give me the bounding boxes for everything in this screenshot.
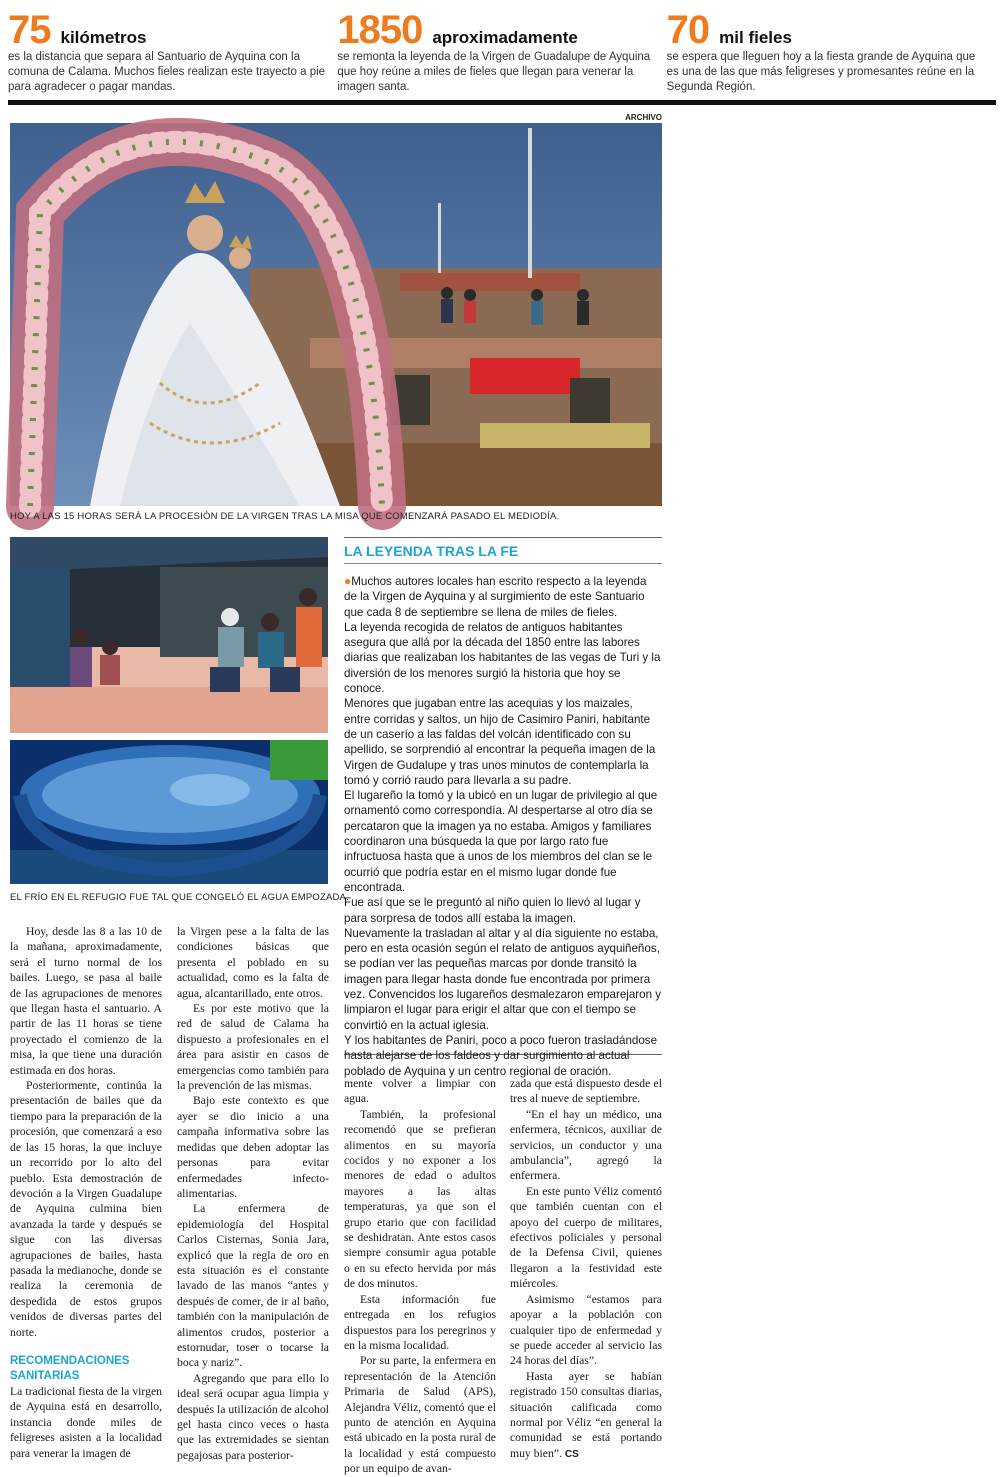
- article-paragraph: Posteriormente, continúa la presentación de bailes que da tiempo para la preparación de la procesión, que comenzará a eso de las 15 horas, la que incluye un recorrido por lo alto del pueblo. Esta demostración de devoción a la Virgen Guadalupe de Ayquina culmina bien avanzada la tarde y después se sigue con las diversas agrupaciones de bailes, hasta pasada la medianoche, donde se realiza la ceremonia de despedida de estos grupos venidos de diversas partes del norte.: [10, 1079, 162, 1339]
- legend-paragraph: Menores que jugaban entre las acequias y los maizales, entre corridas y saltos, un hijo de Casimiro Paniri, habitante de un caserío a las faldas del volcán identificado con su apellido, se sorprendió al encontrar la pequeña imagen de la Virgen de Gudalupe y tras unos minutos de contemplarla la tomó y corrió raudo para llevarla a su padre.: [344, 697, 656, 787]
- stats-bar: [8, 10, 996, 105]
- article-paragraph: También, la profesional recomendó que se prefieran alimentos en su mayoría cocidos y no exponer a los menores de edad o adultos mayores a las altas temperaturas, ya que son el grupo etario que con facilidad se deshidratan. Ante estos casos siempre consumir agua potable o en su efecto hervida por más de dos minutos.: [344, 1107, 496, 1291]
- main-photo-caption: HOY A LAS 15 HORAS SERÁ LA PROCESIÓN DE LA VIRGEN TRAS LA MISA QUE COMENZARÁ PASADO EL MEDIODÍA.: [10, 511, 560, 522]
- article-paragraph: La enfermera de epidemiología del Hospital Carlos Cisternas, Sonia Jara, explicó que la regla de oro en esta situación es el constante lavado de las manos “antes y después de comer, de ir al baño, también con la manipulación de alimentos crudos, posterior a estornudar, toser o tocarse la boca y nariz”.: [177, 1202, 329, 1370]
- end-mark: CS: [564, 1448, 579, 1460]
- legend-title: LA LEYENDA TRAS LA FE: [344, 543, 662, 564]
- article-column-2: [177, 924, 329, 1463]
- stat-faithful: [667, 10, 996, 100]
- article-paragraph: La tradicional fiesta de la virgen de Ayquina está en desarrollo, instancia donde miles de feligreses asisten a la localidad para venerar la imagen de: [10, 1384, 162, 1460]
- legend-paragraph: [344, 574, 662, 620]
- stat-text: se espera que lleguen hoy a la fiesta grande de Ayquina que es una de las que más feligreses y promesantes reúne en la Segunda Región.: [666, 51, 976, 93]
- section-subheading: RECOMENDACIONES SANITARIAS: [10, 1354, 130, 1382]
- stat-number: 75: [8, 8, 51, 52]
- article-paragraph: Agregando que para ello lo ideal será ocupar agua limpia y después la utilización de alcohol gel hasta cinco veces o hasta que las extremidades se sientan pegajosas para posterior-: [177, 1371, 329, 1462]
- article-paragraph: Por su parte, la enfermera en representación de la Atención Primaria de Salud (APS), Alejandra Véliz, comentó que el punto de atención en Ayquina está ubicado en la posta rural de la localidad y está compuesto por un equipo de avan-: [344, 1354, 496, 1476]
- article-paragraph: “En el hay un médico, una enfermera, técnicos, auxiliar de servicios, un conductor y una ambulancia”, agregó la enfermera.: [510, 1107, 662, 1183]
- article-paragraph: Esta información fue entregada en los refugios dispuestos para los peregrinos y en la misma localidad.: [344, 1292, 496, 1352]
- article-column-1: [10, 924, 162, 1461]
- legend-paragraph: La leyenda recogida de relatos de antiguos habitantes asegura que allá por la década del 1850 entre las labores diarias que realizaban los habitantes de las vegas de Turi y la diversión de los menores surgió la historia que hoy se conoce.: [344, 620, 661, 696]
- article-paragraph: En este punto Véliz comentó que también cuentan con el apoyo del cuerpo de militares, efectivos policiales y personal de la Defensa Civil, quienes llegaron a la festividad este miércoles.: [510, 1184, 662, 1291]
- stat-number: 70: [666, 8, 710, 52]
- article-paragraph: Asimismo “estamos para apoyar a la población con cualquier tipo de enfermedad y se puede acceder al servicio las 24 horas del días”.: [510, 1292, 662, 1368]
- legend-paragraph: El lugareño la tomó y la ubicó en un lugar de privilegio al que ornamentó como correspondía. Al despertarse al otro día se percataron que la imagen ya no estaba. Amigos y familiares coordinaron una búsqueda la que por largo rato fue infructuosa hasta que a unos de los miembros del clan se le ocurrió que podría estar en el mismo lugar donde fue encontrada.: [344, 789, 658, 894]
- stat-text: es la distancia que separa al Santuario de Ayquina con la comuna de Calama. Muchos fieles realizan este trayecto a pie para agradecer o pagar mandas.: [8, 51, 326, 93]
- virgin-procession-photo: [10, 123, 662, 506]
- legend-paragraph: Fue así que se le preguntó al niño quien lo llevó al lugar y para sorpresa de todos allí estaba la imagen.: [344, 896, 641, 925]
- legend-paragraph-text: Muchos autores locales han escrito respecto a la leyenda de la Virgen de Ayquina y al surgimiento de este Santuario que cada 8 de septiembre se llena de miles de fieles.: [344, 575, 647, 619]
- stat-distance: [8, 10, 337, 100]
- article-paragraph: zada que está dispuesto desde el tres al nueve de septiembre.: [510, 1077, 662, 1106]
- article-paragraph: Hoy, desde las 8 a las 10 de la mañana, aproximadamente, será el turno normal de los bailes. Luego, se pasa al baile de las agrupaciones de menores que llegan hasta el santuario. A partir de las 11 horas se tiene proyectado el comienzo de la misa, la que tiene una duración estimada en dos horas.: [10, 925, 162, 1077]
- shelter-tent-photo: [10, 537, 328, 733]
- article-paragraph: Bajo este contexto es que ayer se dio inicio a una campaña informativa sobre las medidas que deben adoptar las personas para evitar enfermedades infecto-alimentarias.: [177, 1094, 329, 1200]
- stat-unit: aproximadamente: [432, 28, 578, 47]
- article-column-3: [344, 1076, 496, 1477]
- article-column-4: [510, 1076, 662, 1462]
- article-paragraph: Es por este motivo que la red de salud de Calama ha dispuesto a profesionales en el área para asistir en casos de emergencias como también para la prevención de las mismas.: [177, 1002, 329, 1093]
- article-paragraph: la Virgen pese a la falta de las condiciones básicas que presenta el poblado en su actualidad, como es la falta de agua, alcantarillado, ente otros.: [177, 925, 329, 1000]
- article-paragraph: [510, 1369, 662, 1462]
- legend-sidebar: [344, 537, 662, 1078]
- small-photo-caption: EL FRÍO EN EL REFUGIO FUE TAL QUE CONGELÓ EL AGUA EMPOZADA.: [10, 892, 349, 903]
- legend-paragraph: Y los habitantes de Paniri, poco a poco fueron trasladándose hasta alejarse de los faldeos y dar surgimiento al actual poblado de Ayquina y un centro regional de oración.: [344, 1033, 658, 1078]
- stat-text: se remonta la leyenda de la Virgen de Guadalupe de Ayquina que hoy reúne a miles de fieles que llegan para venerar la imagen santa.: [337, 51, 651, 93]
- stat-year: [337, 10, 666, 100]
- frozen-water-pot-photo: [10, 740, 328, 884]
- bullet-icon: ●: [344, 574, 352, 588]
- stat-unit: mil fieles: [719, 28, 792, 47]
- photo-credit: ARCHIVO: [625, 113, 662, 122]
- article-paragraph: mente volver a limpiar con agua.: [344, 1077, 496, 1106]
- legend-paragraph: Nuevamente la trasladan al altar y al día siguiente no estaba, pero en esta ocasión según el relato de antiguos ayquiñeños, se podían ver las pequeñas marcas por donde transitó la imagen para llegar hasta donde fue encontrada por primera vez. Convencidos los lugareños desmalezaron emparejaron y limpiaron el lugar para erigir el altar que con el tiempo se convirtió en la actual iglesia.: [344, 926, 662, 1032]
- stat-unit: kilómetros: [60, 28, 147, 47]
- article-paragraph-text: Hasta ayer se habían registrado 150 consultas diarias, situación calificada como normal por Véliz “en general la comunidad se está portando muy bien”.: [510, 1369, 662, 1460]
- stat-number: 1850: [337, 8, 423, 52]
